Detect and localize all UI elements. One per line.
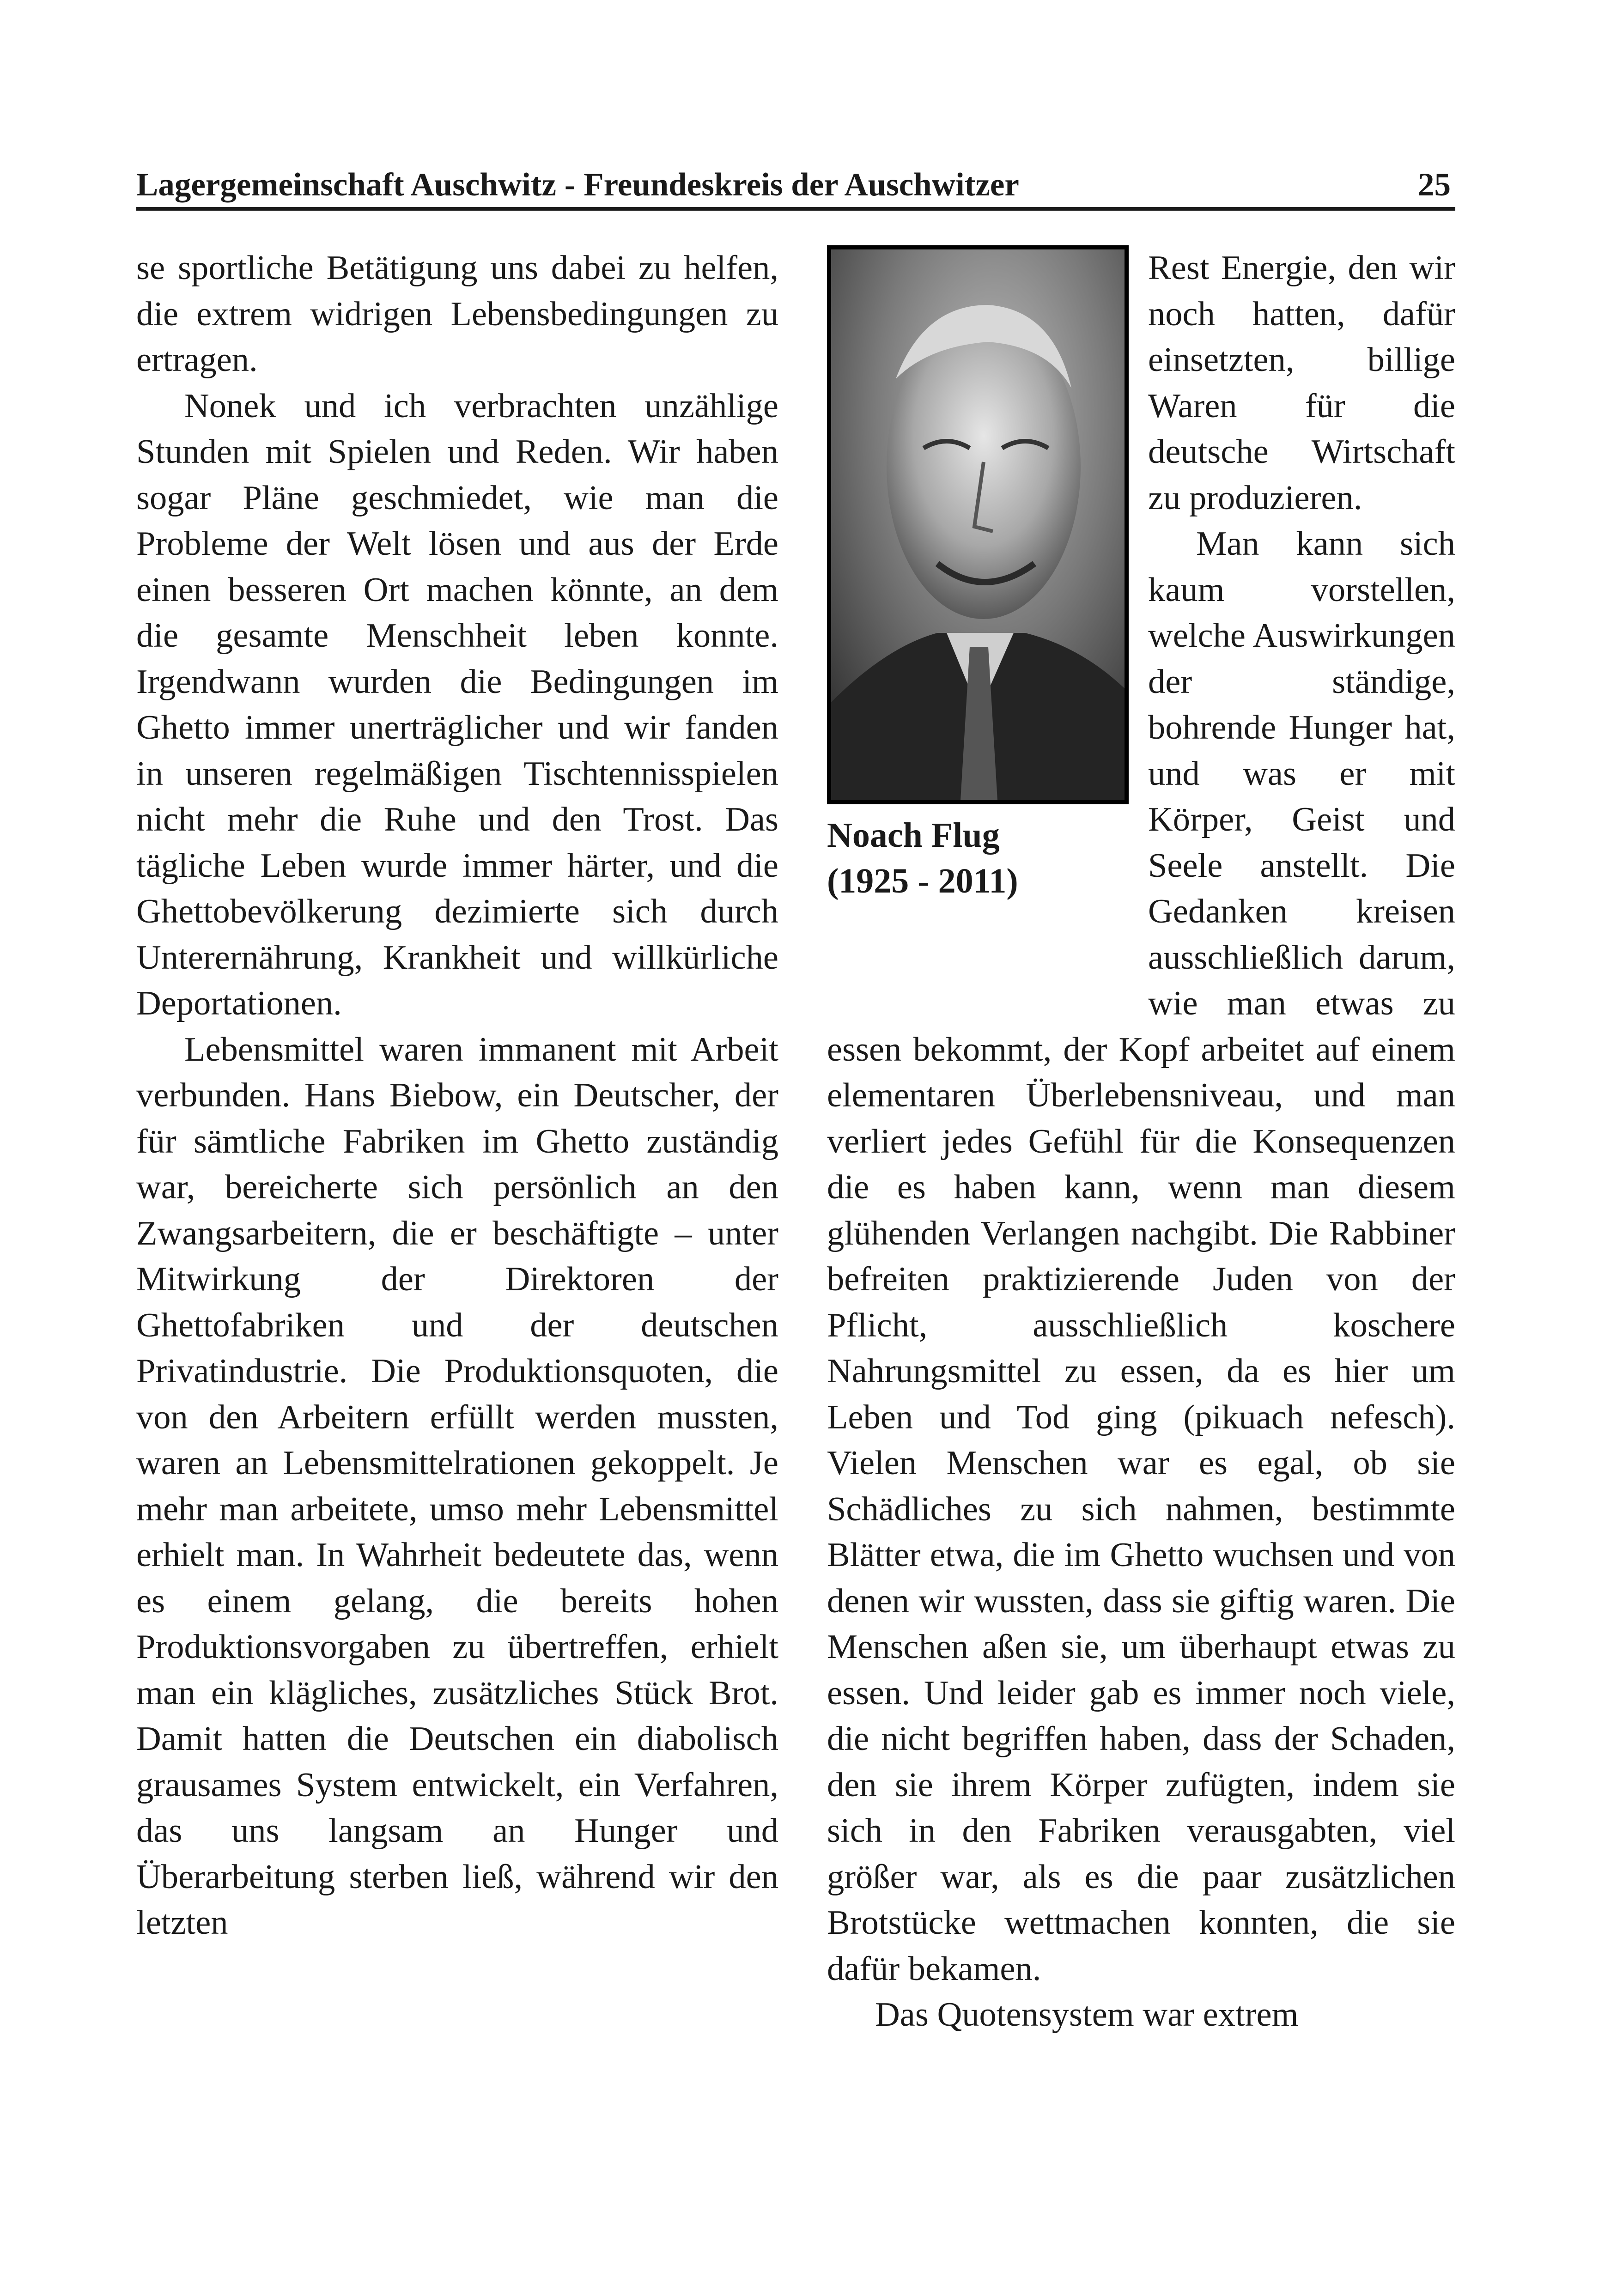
paragraph: Lebensmittel waren immanent mit Arbeit verbunden. Hans Biebow, ein Deutscher, der für sämtliche Fabriken im Ghetto zuständig war, bereicherte sich persönlich an den Zwangsarbeitern, die er beschäftigte – unter Mitwirkung der Direktoren der Ghettofabriken und der deutschen Privatindustrie. Die Produktionsquoten, die von den Arbeitern erfüllt werden mussten, waren an Lebensmittelrationen gekoppelt. Je mehr man arbeitete, umso mehr Lebensmittel erhielt man. In Wahrheit bedeutete das, wenn es einem gelang, die bereits hohen Produktionsvorgaben zu übertreffen, erhielt man ein klägliches, zusätzliches Stück Brot. Damit hatten die Deutschen ein diabolisch grausames System entwickelt, ein Verfahren, das uns langsam an Hunger und Überarbeitung sterben ließ, während wir den letzten bbox=[136, 1030, 778, 1942]
paragraph: Rest Energie, den wir noch hatten, dafür einsetzten, billige Waren für die deutsche Wirtschaft zu produzieren. bbox=[1148, 249, 1455, 517]
caption-name: Noach Flug bbox=[827, 816, 1000, 855]
header-rule bbox=[136, 207, 1455, 211]
paragraph: se sportliche Betätigung uns dabei zu helfen, die extrem widrigen Lebensbedingungen zu ertragen. bbox=[136, 249, 778, 379]
caption-years: (1925 - 2011) bbox=[827, 862, 1018, 900]
page-number: 25 bbox=[1418, 167, 1451, 203]
right-column bbox=[827, 245, 1455, 2038]
left-column bbox=[136, 245, 778, 1946]
paragraph: Nonek und ich verbrachten unzählige Stunden mit Spielen und Reden. Wir haben sogar Pläne geschmiedet, wie man die Probleme der Welt lösen und aus der Erde einen besseren Ort machen könnte, an dem die gesamte Menschheit leben konnte. Irgendwann wurden die Bedingungen im Ghetto immer unerträglicher und wir fanden in unseren regelmäßigen Tischtennisspielen nicht mehr die Ruhe und den Trost. Das tägliche Leben wurde immer härter, und die Ghettobevölkerung dezimierte sich durch Unterernährung, Krankheit und willkürliche Deportationen. bbox=[136, 387, 778, 1022]
running-header bbox=[136, 166, 1455, 208]
portrait-figure bbox=[827, 245, 1129, 988]
paragraph: Das Quotensystem war extrem bbox=[875, 1996, 1299, 2034]
header-title: Lagergemeinschaft Auschwitz - Freundeskreis der Auschwitzer bbox=[136, 167, 1019, 203]
paragraph: Man kann sich kaum vorstellen, welche Auswirkungen der ständige, bohrende Hunger hat, und was er mit Körper, Geist und Seele anstellt. Die Gedanken kreisen ausschließlich darum, wie man etwas zu essen bekommt, der Kopf arbeitet auf einem elementaren Überlebensniveau, und man verliert jedes Gefühl für die Konsequenzen die es haben kann, wenn man diesem glühenden Verlangen nachgibt. Die Rabbiner befreiten praktizierende Juden von der Pflicht, ausschließlich koschere Nahrungsmittel zu essen, da es hier um Leben und Tod ging (pikuach nefesch). Vielen Menschen war es egal, ob sie Schädliches zu sich nahmen, bestimmte Blätter etwa, die im Ghetto wuchsen und von denen wir wussten, dass sie giftig waren. Die Menschen aßen sie, um überhaupt etwas zu essen. Und leider gab es immer noch viele, die nicht begriffen haben, dass der Schaden, den sie ihrem Körper zufügten, indem sie sich in den Fabriken verausgabten, viel größer war, als es die paar zusätzlichen Brotstücke wettmachen konnten, die sie dafür bekamen. bbox=[827, 525, 1455, 1988]
figure-caption bbox=[827, 813, 1129, 904]
portrait-photo-icon bbox=[827, 245, 1129, 804]
